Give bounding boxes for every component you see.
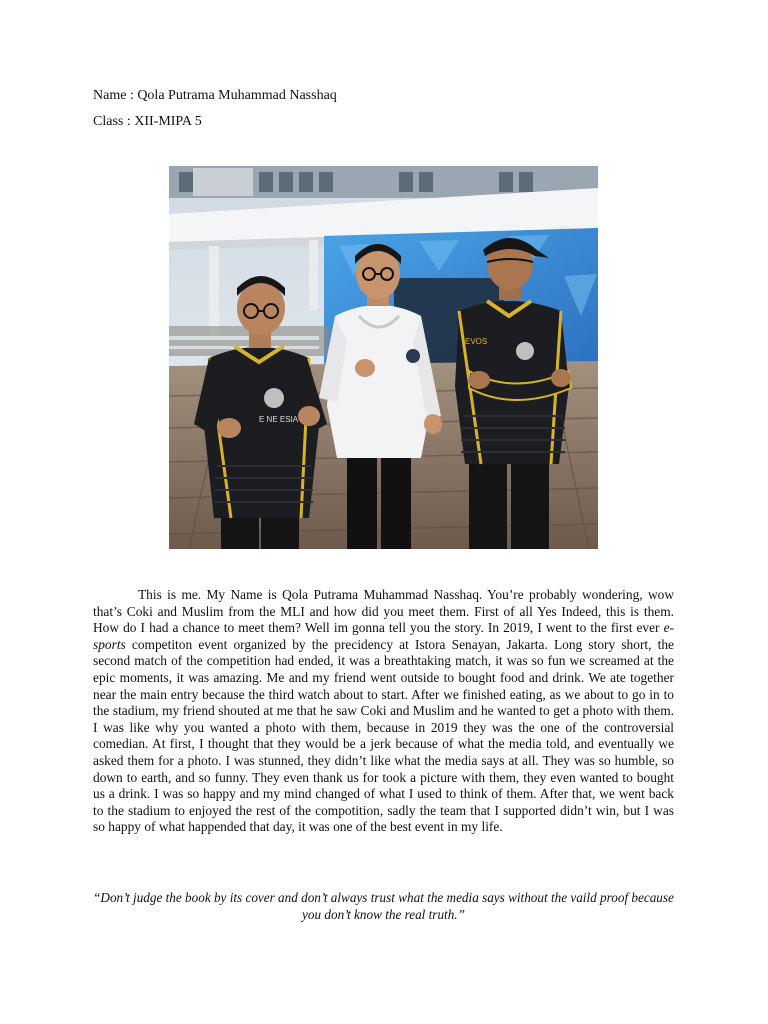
group-photo-illustration <box>169 166 598 549</box>
column-left <box>209 246 219 336</box>
railing <box>169 336 319 340</box>
hoodie-logo <box>406 349 420 363</box>
svg-text:EVOS: EVOS <box>465 337 488 346</box>
ac-unit <box>193 168 253 196</box>
story-paragraph <box>93 587 674 836</box>
column-mid <box>309 240 318 310</box>
student-name-line: Name : Qola Putrama Muhammad Nasshaq <box>93 88 337 103</box>
group-photo <box>169 166 598 549</box>
story-text-part-1: This is me. My Name is Qola Putrama Muhammad Nasshaq. You’re probably wondering, wow that’s Coki and Muslim from the MLI and how did you meet them. First of all Yes Indeed, this is them. How do I had a chance to meet them? Well im gonna tell you the story. In 2019, I went to the first ever <box>93 587 674 636</box>
jersey-logo <box>264 388 284 408</box>
student-class-line: Class : XII-MIPA 5 <box>93 114 202 129</box>
story-text-italic: e-sports <box>93 620 674 652</box>
svg-text:E NE ESIA: E NE ESIA <box>259 415 299 424</box>
closing-quote: “Don’t judge the book by its cover and don’t always trust what the media says without the vaild proof because you don’t know the real truth.” <box>93 890 674 922</box>
story-text-part-2: competiton event organized by the precidency at Istora Senayan, Jakarta. Long story short, the second match of the competition had ended, it was a breathtaking match, it was so fun we screamed at the epic moments, it was amazing. Me and my friend went outside to bought food and drink. We ate together near the main entry because the third watch about to start. After we finished eating, as we about to go in to the stadium, my friend shouted at me that he saw Coki and Muslim and he wanted to get a photo with them. I was like why you wanted a photo with them, because in 2019 they was the one of the controversial comedian. At first, I thought that they would be a jerk because of what the media told, and eventually we asked them for a photo. I was stunned, they didn’t like what the media says at all. They was so humble, so down to earth, and so funny. They even thank us for took a picture with them, they even wanted to bought us a drink. I was so happy and my mind changed of what I used to think of them. After that, we went back to the stadium to enjoyed the rest of the compotition, sadly the team that I supported didn’t win, but I was so happy of what happended that day, it was one of the best event in my life. <box>93 636 674 835</box>
